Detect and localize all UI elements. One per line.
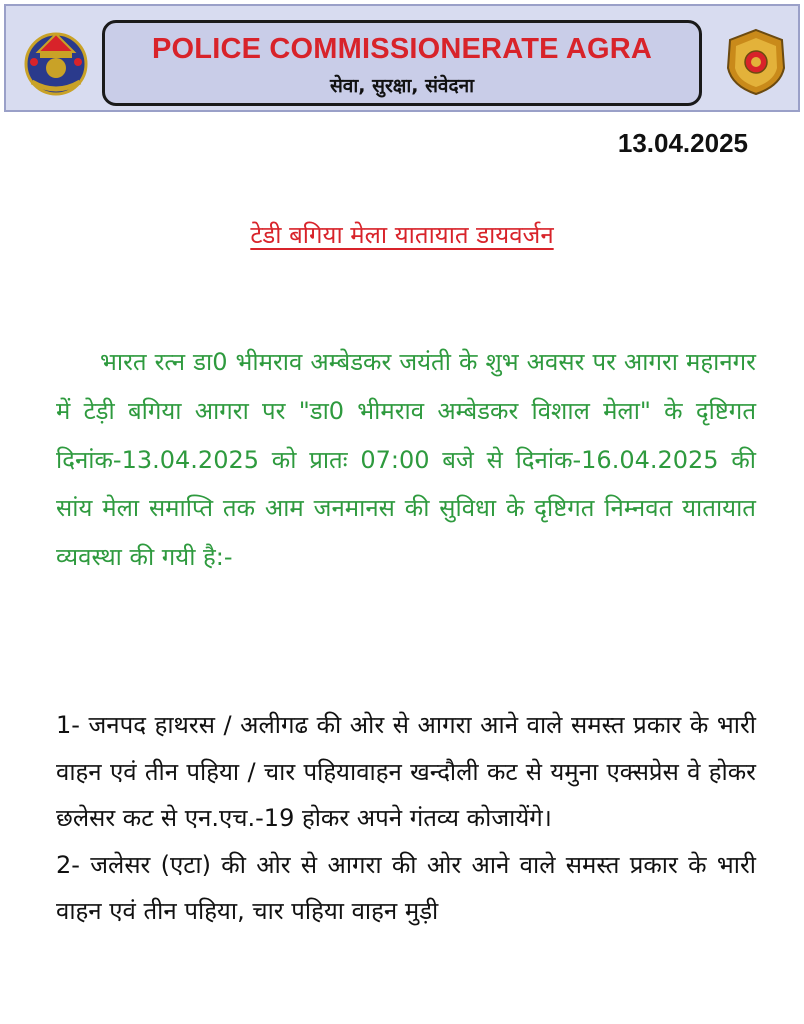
police-commissionerate-badge-icon bbox=[722, 28, 790, 96]
header-banner bbox=[4, 4, 800, 112]
header-title-box bbox=[102, 20, 702, 106]
header-title: POLICE COMMISSIONERATE AGRA bbox=[151, 33, 653, 65]
document-date: 13.04.2025 bbox=[617, 128, 748, 158]
diversion-points-list bbox=[56, 702, 756, 935]
intro-paragraph bbox=[56, 338, 756, 582]
up-police-emblem-icon bbox=[16, 22, 96, 102]
list-item: 2- जलेसर (एटा) की ओर से आगरा की ओर आने वाले समस्त प्रकार के भारी वाहन एवं तीन पहिया, चार पहिया वाहन मुड़ी bbox=[56, 850, 756, 925]
intro-text: भारत रत्न डा0 भीमराव अम्बेडकर जयंती के शुभ अवसर पर आगरा महानगर में टेड़ी बगिया आगरा पर "डा0 भीमराव अम्बेडकर विशाल मेला" के दृष्टिगत दिनांक-13.04.2025 को प्रातः 07:00 बजे से दिनांक-16.04.2025 की सांय मेला समाप्ति तक आम जनमानस की सुविधा के दृष्टिगत निम्नवत यातायात व्यवस्था की गयी है:- bbox=[56, 348, 756, 572]
header-motto: सेवा, सुरक्षा, संवेदना bbox=[329, 75, 475, 97]
document-heading-wrap bbox=[0, 218, 804, 251]
list-item: 1- जनपद हाथरस / अलीगढ की ओर से आगरा आने वाले समस्त प्रकार के भारी वाहन एवं तीन पहिया / चार पहियावाहन खन्दौली कट से यमुना एक्सप्रेस वे होकर छलेसर कट से एन.एच.-19 होकर अपने गंतव्य कोजायेंगे। bbox=[56, 711, 756, 832]
document-heading: टेडी बगिया मेला यातायात डायवर्जन bbox=[250, 221, 554, 249]
